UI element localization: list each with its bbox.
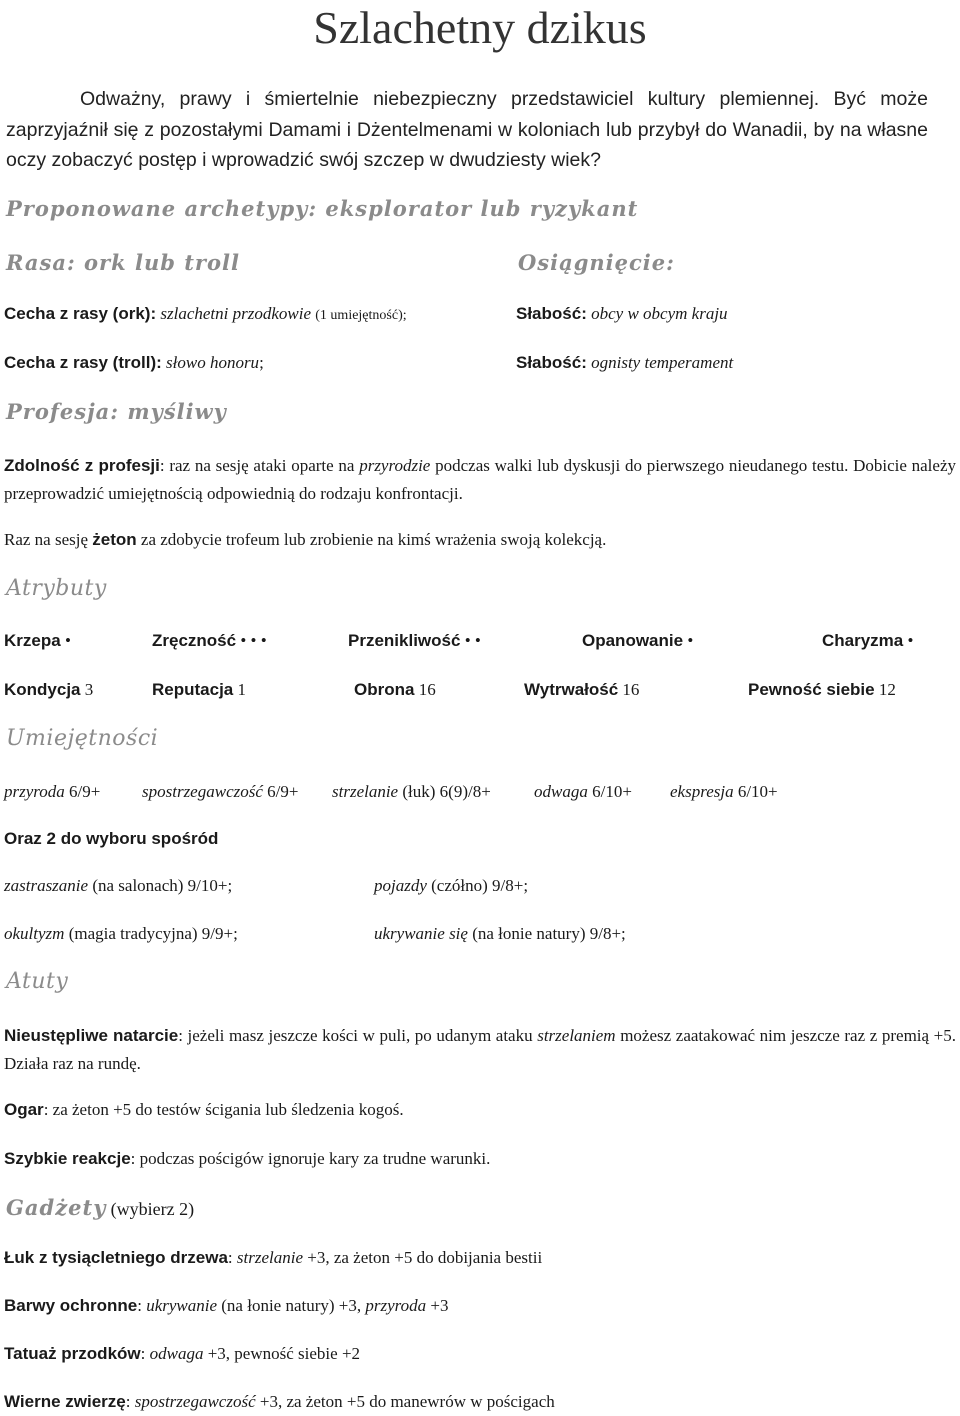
weakness-1: Słabość: obcy w obcym kraju <box>516 304 728 323</box>
intro-paragraph: Odważny, prawy i śmiertelnie niebezpieczny przedstawiciel kultury plemiennej. Być może zaprzyjaźnił się z pozostałymi Damami i Dżentelmenami w koloniach lub przybył do Wanadii, by na własne oczy zobaczyć postęp i wprowadzić swój szczep w dwudziesty wiek? <box>6 88 928 171</box>
gadget-tatuaz-przodkow: Tatuaż przodków: odwaga +3, pewność siebie +2 <box>4 1344 361 1363</box>
gadget-luk: Łuk z tysiącletniego drzewa: strzelanie +3, za żeton +5 do dobijania bestii <box>4 1248 543 1267</box>
attr-krzepa: Krzepa • <box>4 631 71 650</box>
skill-item: ekspresja 6/10+ <box>670 782 778 801</box>
race-heading: Rasa: ork lub troll <box>6 250 240 275</box>
attr-reputacja: Reputacja 1 <box>152 680 246 699</box>
perk-szybkie-reakcje: Szybkie reakcje: podczas pościgów ignoruje kary za trudne warunki. <box>4 1149 491 1168</box>
perk-ogar: Ogar: za żeton +5 do testów ścigania lub śledzenia kogoś. <box>4 1100 404 1119</box>
skill-item: przyroda 6/9+ <box>4 782 101 801</box>
attr-wytrwalosc: Wytrwałość 16 <box>524 680 640 699</box>
race-trait-ork: Cecha z rasy (ork): szlachetni przodkowie (1 umiejętność); <box>4 304 407 323</box>
attr-opanowanie: Opanowanie • <box>582 631 694 650</box>
attr-pewnosc-siebie: Pewność siebie 12 <box>748 680 896 699</box>
attr-kondycja: Kondycja 3 <box>4 680 94 699</box>
profession-heading: Profesja: myśliwy <box>6 399 227 424</box>
gadgets-heading: Gadżety (wybierz 2) <box>6 1195 195 1220</box>
skill-choice: pojazdy (czółno) 9/8+; <box>374 876 529 895</box>
race-trait-troll: Cecha z rasy (troll): słowo honoru; <box>4 353 264 372</box>
skills-heading: Umiejętności <box>6 726 159 751</box>
archetypes-heading: Proponowane archetypy: eksplorator lub ryzykant <box>6 196 639 221</box>
skill-item: odwaga 6/10+ <box>534 782 632 801</box>
skill-choice: zastraszanie (na salonach) 9/10+; <box>4 876 233 895</box>
skill-choice: ukrywanie się (na łonie natury) 9/8+; <box>374 924 626 943</box>
page-title: Szlachetny dzikus <box>313 2 647 53</box>
achievement-heading: Osiągnięcie: <box>518 250 675 275</box>
perks-heading: Atuty <box>6 969 69 994</box>
skills-choose-label: Oraz 2 do wyboru spośród <box>4 829 219 848</box>
gadget-wierne-zwierze: Wierne zwierzę: spostrzegawczość +3, za żeton +5 do manewrów w pościgach <box>4 1392 555 1411</box>
attr-obrona: Obrona 16 <box>354 680 436 699</box>
skill-choice: okultyzm (magia tradycyjna) 9/9+; <box>4 924 238 943</box>
attr-charyzma: Charyzma • <box>822 631 914 650</box>
attr-zrecznosc: Zręczność • • • <box>152 631 267 650</box>
weakness-2: Słabość: ognisty temperament <box>516 353 734 372</box>
skill-item: strzelanie (łuk) 6(9)/8+ <box>332 782 491 801</box>
profession-ability: Zdolność z profesji: raz na sesję ataki oparte na przyrodzie podczas walki lub dyskusji do pierwszego nieudanego testu. Dobicie należy przeprowadzić umiejętnością odpowiednią do rodzaju konfrontacji. <box>4 456 956 503</box>
profession-token: Raz na sesję żeton za zdobycie trofeum lub zrobienie na kimś wrażenia swoją kolekcją. <box>4 530 607 549</box>
attributes-heading: Atrybuty <box>6 576 107 601</box>
perk-nieustepliwe-natarcie: Nieustępliwe natarcie: jeżeli masz jeszcze kości w puli, po udanym ataku strzelaniem możesz zaatakować nim jeszcze raz z premią +5. Działa raz na rundę. <box>4 1026 957 1073</box>
attr-przenikliwosc: Przenikliwość • • <box>348 631 481 650</box>
gadget-barwy-ochronne: Barwy ochronne: ukrywanie (na łonie natury) +3, przyroda +3 <box>4 1296 449 1315</box>
skill-item: spostrzegawczość 6/9+ <box>142 782 299 801</box>
